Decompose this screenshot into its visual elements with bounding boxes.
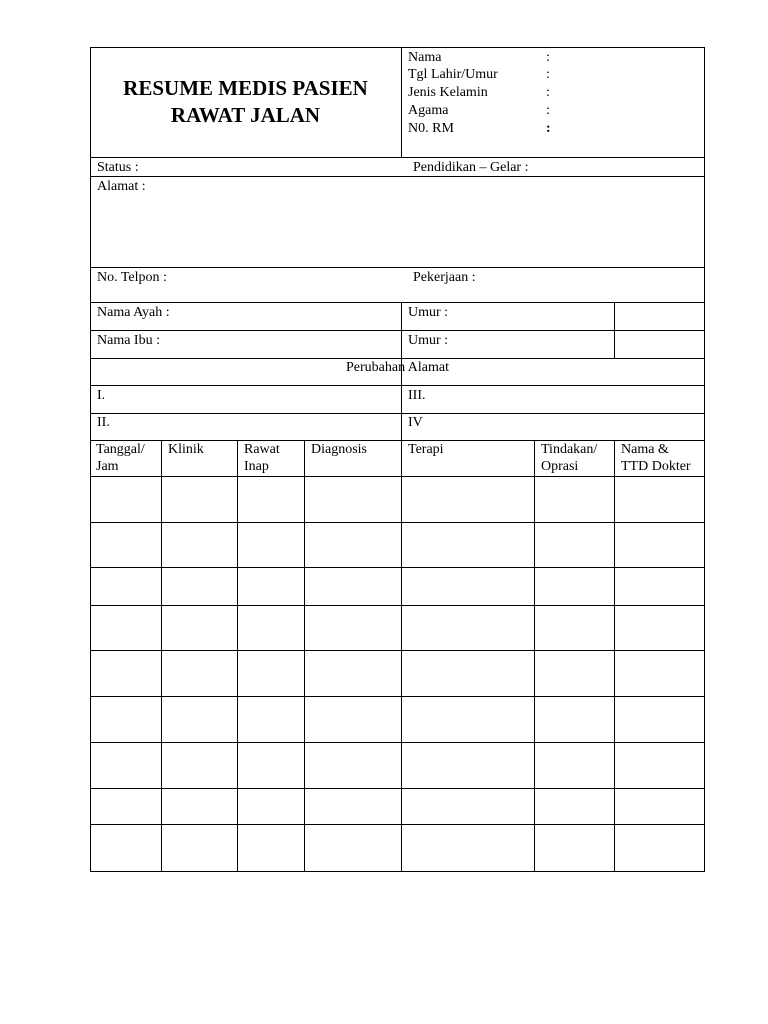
header-terapi bbox=[408, 441, 444, 458]
form-subtitle: RAWAT JALAN bbox=[170, 103, 321, 127]
umur-ibu-label[interactable]: Umur : bbox=[408, 333, 449, 348]
col-line bbox=[304, 440, 305, 872]
row-line bbox=[90, 650, 705, 651]
divider bbox=[614, 302, 615, 359]
alamat-change-1[interactable]: I. bbox=[97, 388, 106, 403]
header-dokter-line1: Nama & bbox=[621, 442, 669, 457]
col-line bbox=[614, 440, 615, 872]
jenis-kelamin-label: Jenis Kelamin bbox=[408, 85, 488, 100]
divider bbox=[90, 385, 705, 386]
divider bbox=[401, 385, 402, 441]
header-tanggal bbox=[96, 441, 145, 475]
jenis-kelamin-colon[interactable]: : bbox=[546, 85, 550, 100]
agama-label: Agama bbox=[408, 103, 449, 118]
col-line bbox=[237, 440, 238, 872]
header-dokter bbox=[621, 441, 691, 475]
header-dokter-line2: TTD Dokter bbox=[621, 459, 691, 474]
medical-resume-form bbox=[90, 47, 705, 872]
telpon-label[interactable]: No. Telpon : bbox=[97, 270, 167, 285]
agama-colon[interactable]: : bbox=[546, 103, 550, 118]
row-line bbox=[90, 824, 705, 825]
border-left bbox=[90, 47, 91, 872]
header-tindakan bbox=[541, 441, 597, 475]
alamat-change-4[interactable]: IV bbox=[408, 415, 423, 430]
no-rm-colon[interactable]: : bbox=[546, 121, 551, 136]
border-top bbox=[90, 47, 705, 48]
nama-ayah-label[interactable]: Nama Ayah : bbox=[97, 305, 170, 320]
form-title: RESUME MEDIS PASIEN bbox=[123, 76, 368, 100]
tgl-lahir-label: Tgl Lahir/Umur bbox=[408, 67, 498, 82]
row-line bbox=[90, 742, 705, 743]
pendidikan-label[interactable]: Pendidikan – Gelar : bbox=[413, 160, 529, 175]
col-line bbox=[534, 440, 535, 872]
row-line bbox=[90, 605, 705, 606]
header-tanggal-line1: Tanggal/ bbox=[96, 442, 145, 457]
col-line bbox=[401, 440, 402, 872]
divider bbox=[90, 267, 705, 268]
row-line bbox=[90, 567, 705, 568]
umur-ayah-label[interactable]: Umur : bbox=[408, 305, 449, 320]
divider bbox=[90, 176, 705, 177]
table-header-bottom bbox=[90, 476, 705, 477]
border-bottom bbox=[90, 871, 705, 872]
divider bbox=[90, 330, 705, 331]
divider bbox=[90, 302, 705, 303]
header-tanggal-line2: Jam bbox=[96, 459, 119, 474]
header-terapi-line1: Terapi bbox=[408, 442, 444, 457]
pekerjaan-label[interactable]: Pekerjaan : bbox=[413, 270, 476, 285]
divider bbox=[90, 413, 705, 414]
status-label[interactable]: Status : bbox=[97, 160, 139, 175]
header-tindakan-line1: Tindakan/ bbox=[541, 442, 598, 457]
nama-colon[interactable]: : bbox=[546, 50, 550, 65]
header-diagnosis bbox=[311, 441, 367, 458]
alamat-label[interactable]: Alamat : bbox=[97, 179, 146, 194]
row-line bbox=[90, 522, 705, 523]
header-klinik-line1: Klinik bbox=[168, 442, 204, 457]
header-diagnosis-line1: Diagnosis bbox=[311, 442, 367, 457]
no-rm-label: N0. RM bbox=[408, 121, 454, 136]
divider bbox=[401, 47, 402, 158]
col-line bbox=[161, 440, 162, 872]
header-klinik bbox=[168, 441, 204, 458]
perubahan-alamat-heading: Perubahan Alamat bbox=[345, 360, 450, 375]
nama-ibu-label[interactable]: Nama Ibu : bbox=[97, 333, 160, 348]
alamat-change-3[interactable]: III. bbox=[408, 388, 426, 403]
tgl-lahir-colon[interactable]: : bbox=[546, 67, 550, 82]
row-line bbox=[90, 788, 705, 789]
border-right bbox=[704, 47, 705, 872]
divider bbox=[90, 157, 705, 158]
row-line bbox=[90, 696, 705, 697]
header-rawat-line2: Inap bbox=[244, 459, 269, 474]
header-tindakan-line2: Oprasi bbox=[541, 459, 579, 474]
nama-label: Nama bbox=[408, 50, 442, 65]
alamat-change-2[interactable]: II. bbox=[97, 415, 110, 430]
header-rawat-line1: Rawat bbox=[244, 442, 280, 457]
header-rawat-inap bbox=[244, 441, 280, 475]
